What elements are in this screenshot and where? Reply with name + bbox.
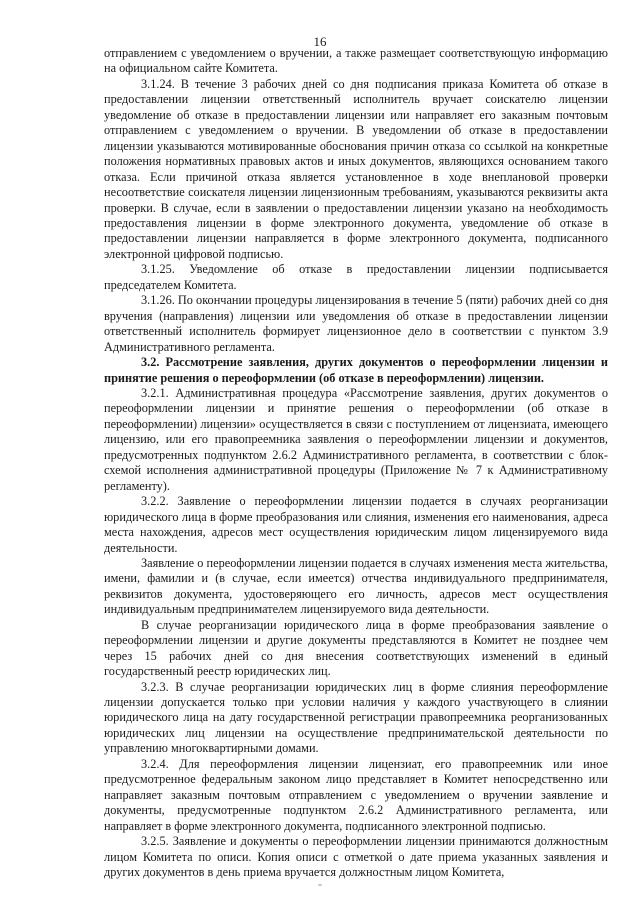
section-heading-3-2: 3.2. Рассмотрение заявления, других документов о переоформлении лицензии и принятие решения о переоформлении (об отказе в переоформлении) лицензии. bbox=[104, 355, 608, 385]
paragraph-continuation: отправлением с уведомлением о вручении, а также размещает соответствующую информацию на официальном сайте Комитета. bbox=[104, 46, 608, 76]
paragraph-3-2-4: 3.2.4. Для переоформления лицензии лицензиат, его правопреемник или иное предусмотренное федеральным законом лицо представляет в Комитет непосредственно или направляет заказным почтовым отправлением с уведомлением о вручении заявление и документы, предусмотренные подпунктом 2.6.2 Административного регламента, или направляет в форме электронного документа, подписанного электронной подписью. bbox=[104, 756, 608, 833]
paragraph-individual-entrepreneur: Заявление о переоформлении лицензии подается в случаях изменения места жительства, имени, фамилии и (в случае, если имеется) отчества индивидуального предпринимателя, реквизитов документа, удостоверяющего его личность, адресов мест осуществления индивидуальным предпринимателем лицензируемого вида деятельности. bbox=[104, 555, 608, 617]
paragraph-3-2-2: 3.2.2. Заявление о переоформлении лицензии подается в случаях реорганизации юридического лица в форме преобразования или слияния, изменения его наименования, адреса места нахождения, адресов мест осуществления юридическим лицом лицензируемого вида деятельности. bbox=[104, 494, 608, 555]
paragraph-3-1-25: 3.1.25. Уведомление об отказе в предоставлении лицензии подписывается председателем Комитета. bbox=[104, 262, 608, 292]
paragraph-3-1-24: 3.1.24. В течение 3 рабочих дней со дня подписания приказа Комитета об отказе в предоставлении лицензии ответственный исполнитель вручает соискателю лицензии уведомление об отказе в предоставлении лицензии или направляет его заказным почтовым отправлением с уведомлением о вручении. В уведомлении об отказе в предоставлении лицензии указываются мотивированные обоснования причин отказа со ссылкой на конкретные положения нормативных правовых актов и иных документов, являющихся основанием такого отказа. Если причиной отказа является установленное в ходе внеплановой проверки несоответствие соискателя лицензии лицензионным требованиям, указываются реквизиты акта проверки. В случае, если в заявлении о предоставлении лицензии указано на необходимость предоставления лицензии в форме электронного документа, уведомление об отказе в предоставлении лицензии направляется в форме электронного документа, подписанного электронной цифровой подписью. bbox=[104, 76, 608, 261]
paragraph-3-2-5: 3.2.5. Заявление и документы о переоформлении лицензии принимаются должностным лицом Комитета по описи. Копия описи с отметкой о дате приема указанных заявления и других документов в день приема вручается должностным лицом Комитета, bbox=[104, 834, 608, 880]
page-number: 16 bbox=[313, 34, 327, 49]
document-body bbox=[104, 46, 608, 880]
paragraph-reorganization-deadline: В случае реорганизации юридического лица в форме преобразования заявление о переоформлении лицензии и другие документы представляются в Комитет не позднее чем через 15 рабочих дней со дня внесения соответствующих изменений в единый государственный реестр юридических лиц. bbox=[104, 617, 608, 679]
scan-speck bbox=[318, 884, 322, 886]
paragraph-3-2-1: 3.2.1. Административная процедура «Рассмотрение заявления, других документов о переоформлении лицензии и принятие решения о переоформлении (об отказе в переоформлении) лицензии» осуществляется в связи с поступлением от лицензиата, имеющего лицензию, или его правопреемника заявления о переоформлении лицензии и документов, предусмотренных подпунктом 2.6.2 Административного регламента, в соответствии с блок-схемой исполнения административной процедуры (Приложение № 7 к Административному регламенту). bbox=[104, 385, 608, 493]
paragraph-3-1-26: 3.1.26. По окончании процедуры лицензирования в течение 5 (пяти) рабочих дней со дня вручения (направления) лицензии или уведомления об отказе в предоставлении лицензии ответственный исполнитель формирует лицензионное дело в соответствии с пунктом 3.9 Административного регламента. bbox=[104, 293, 608, 354]
paragraph-3-2-3: 3.2.3. В случае реорганизации юридических лиц в форме слияния переоформление лицензии допускается только при условии наличия у каждого участвующего в слиянии юридического лица на дату государственной регистрации правопреемника реорганизованных юридических лиц лицензии на осуществление предпринимательской деятельности по управлению многоквартирными домами. bbox=[104, 679, 608, 756]
